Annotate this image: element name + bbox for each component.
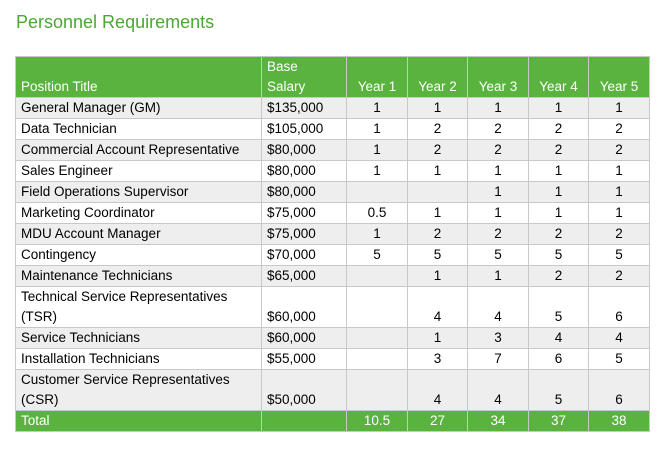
- year-3-cell: 4: [468, 370, 529, 411]
- page-title: Personnel Requirements: [16, 12, 215, 32]
- year-4-cell: 2: [529, 119, 589, 140]
- year-5-cell: 5: [589, 245, 650, 266]
- table-row: [16, 161, 650, 182]
- year-4-cell: 1: [529, 182, 589, 203]
- table-row: [16, 98, 650, 119]
- header-year-1: Year 1: [347, 57, 408, 98]
- table-row: [16, 224, 650, 245]
- table-row: [16, 287, 650, 328]
- year-4-cell: 5: [529, 245, 589, 266]
- header-year-5: Year 5: [589, 57, 650, 98]
- table-header-row: [16, 57, 650, 98]
- year-5-cell: 6: [589, 287, 650, 328]
- year-1-cell: 1: [347, 224, 408, 245]
- year-4-cell: 2: [529, 224, 589, 245]
- base-salary-cell: $135,000: [262, 98, 347, 119]
- year-2-cell: 2: [408, 140, 468, 161]
- position-title-cell: Technical Service Representatives (TSR): [16, 287, 262, 328]
- year-1-cell: [347, 287, 408, 328]
- base-salary-cell: $80,000: [262, 161, 347, 182]
- year-2-cell: [408, 182, 468, 203]
- year-2-cell: 1: [408, 203, 468, 224]
- year-4-cell: 5: [529, 370, 589, 411]
- year-3-cell: 1: [468, 182, 529, 203]
- base-salary-cell: $60,000: [262, 287, 347, 328]
- year-5-cell: 1: [589, 182, 650, 203]
- year-3-cell: 2: [468, 119, 529, 140]
- year-2-cell: 1: [408, 328, 468, 349]
- position-title-cell: Field Operations Supervisor: [16, 182, 262, 203]
- year-5-cell: 1: [589, 203, 650, 224]
- year-3-cell: 2: [468, 224, 529, 245]
- total-year-5: 38: [589, 411, 650, 432]
- total-year-2: 27: [408, 411, 468, 432]
- year-3-cell: 4: [468, 287, 529, 328]
- table-row: [16, 245, 650, 266]
- year-3-cell: 1: [468, 203, 529, 224]
- year-3-cell: 3: [468, 328, 529, 349]
- year-4-cell: 1: [529, 203, 589, 224]
- base-salary-cell: $75,000: [262, 203, 347, 224]
- year-1-cell: 1: [347, 161, 408, 182]
- year-1-cell: 5: [347, 245, 408, 266]
- position-title-cell: MDU Account Manager: [16, 224, 262, 245]
- year-2-cell: 4: [408, 370, 468, 411]
- year-3-cell: 2: [468, 140, 529, 161]
- total-salary: [262, 411, 347, 432]
- base-salary-cell: $55,000: [262, 349, 347, 370]
- position-title-cell: Customer Service Representatives (CSR): [16, 370, 262, 411]
- year-3-cell: 1: [468, 161, 529, 182]
- position-title-cell: Commercial Account Representative: [16, 140, 262, 161]
- base-salary-cell: $50,000: [262, 370, 347, 411]
- base-salary-cell: $75,000: [262, 224, 347, 245]
- year-4-cell: 5: [529, 287, 589, 328]
- year-3-cell: 1: [468, 98, 529, 119]
- year-1-cell: [347, 370, 408, 411]
- year-3-cell: 5: [468, 245, 529, 266]
- table-row: [16, 203, 650, 224]
- position-title-cell: Marketing Coordinator: [16, 203, 262, 224]
- table-row: [16, 119, 650, 140]
- year-5-cell: 2: [589, 119, 650, 140]
- position-title-cell: Contingency: [16, 245, 262, 266]
- year-5-cell: 2: [589, 266, 650, 287]
- year-5-cell: 2: [589, 140, 650, 161]
- year-5-cell: 5: [589, 349, 650, 370]
- total-year-1: 10.5: [347, 411, 408, 432]
- header-year-2: Year 2: [408, 57, 468, 98]
- table-row: [16, 328, 650, 349]
- year-2-cell: 1: [408, 266, 468, 287]
- year-5-cell: 2: [589, 224, 650, 245]
- year-4-cell: 1: [529, 98, 589, 119]
- header-year-4: Year 4: [529, 57, 589, 98]
- year-4-cell: 4: [529, 328, 589, 349]
- position-title-cell: Data Technician: [16, 119, 262, 140]
- header-position-title: Position Title: [16, 57, 262, 98]
- year-2-cell: 2: [408, 119, 468, 140]
- base-salary-cell: $60,000: [262, 328, 347, 349]
- header-year-3: Year 3: [468, 57, 529, 98]
- table-row: [16, 140, 650, 161]
- total-row: [16, 411, 650, 432]
- year-2-cell: 5: [408, 245, 468, 266]
- table-row: [16, 182, 650, 203]
- base-salary-cell: $65,000: [262, 266, 347, 287]
- year-3-cell: 7: [468, 349, 529, 370]
- year-1-cell: [347, 328, 408, 349]
- position-title-cell: Maintenance Technicians: [16, 266, 262, 287]
- year-2-cell: 4: [408, 287, 468, 328]
- year-2-cell: 1: [408, 161, 468, 182]
- year-1-cell: 1: [347, 140, 408, 161]
- total-label: Total: [16, 411, 262, 432]
- header-base-salary: Base Salary: [262, 57, 347, 98]
- position-title-cell: Service Technicians: [16, 328, 262, 349]
- year-5-cell: 1: [589, 161, 650, 182]
- personnel-table: [15, 56, 650, 432]
- base-salary-cell: $70,000: [262, 245, 347, 266]
- table-row: [16, 370, 650, 411]
- year-1-cell: 1: [347, 119, 408, 140]
- table-row: [16, 349, 650, 370]
- position-title-cell: Sales Engineer: [16, 161, 262, 182]
- year-4-cell: 2: [529, 266, 589, 287]
- year-1-cell: [347, 266, 408, 287]
- year-2-cell: 1: [408, 98, 468, 119]
- year-5-cell: 1: [589, 98, 650, 119]
- base-salary-cell: $80,000: [262, 182, 347, 203]
- year-5-cell: 6: [589, 370, 650, 411]
- base-salary-cell: $105,000: [262, 119, 347, 140]
- total-year-4: 37: [529, 411, 589, 432]
- position-title-cell: General Manager (GM): [16, 98, 262, 119]
- year-3-cell: 1: [468, 266, 529, 287]
- year-1-cell: [347, 182, 408, 203]
- year-4-cell: 6: [529, 349, 589, 370]
- year-1-cell: [347, 349, 408, 370]
- table-row: [16, 266, 650, 287]
- base-salary-cell: $80,000: [262, 140, 347, 161]
- year-5-cell: 4: [589, 328, 650, 349]
- total-year-3: 34: [468, 411, 529, 432]
- year-4-cell: 2: [529, 140, 589, 161]
- year-2-cell: 2: [408, 224, 468, 245]
- year-1-cell: 1: [347, 98, 408, 119]
- year-2-cell: 3: [408, 349, 468, 370]
- year-4-cell: 1: [529, 161, 589, 182]
- position-title-cell: Installation Technicians: [16, 349, 262, 370]
- year-1-cell: 0.5: [347, 203, 408, 224]
